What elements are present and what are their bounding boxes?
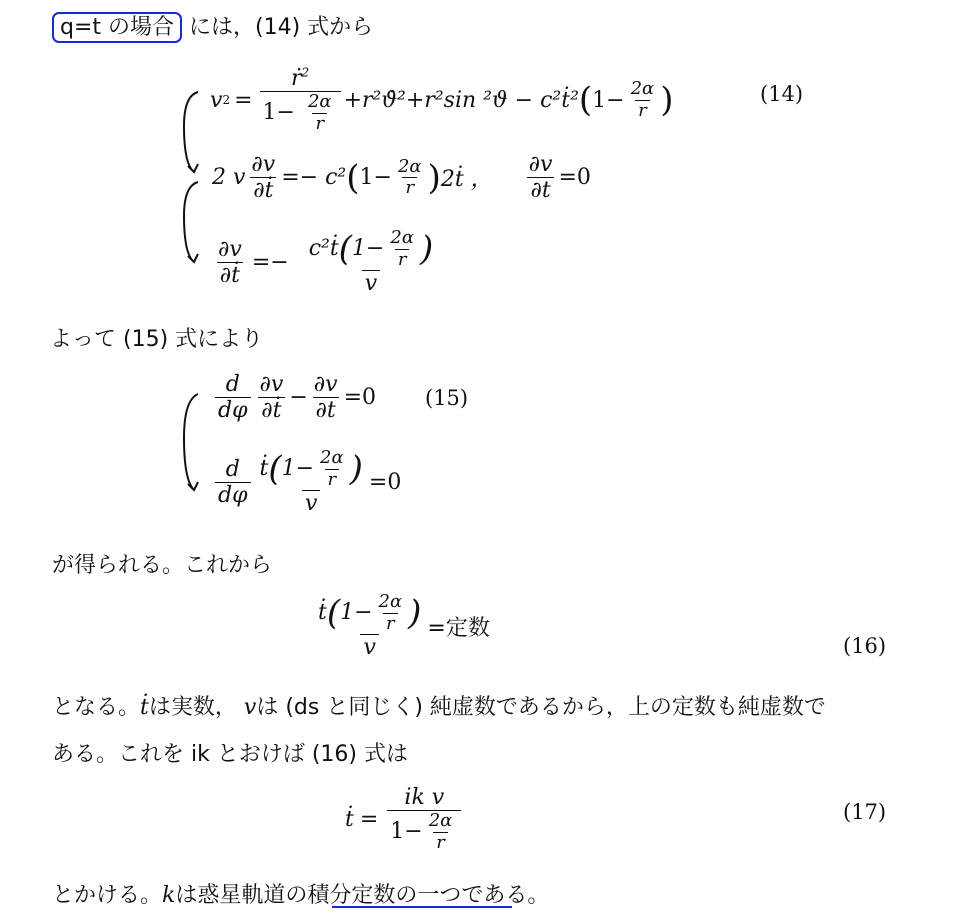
equation-number-16: (16) [843,634,887,658]
equation-16: ṫ(1− $\frac{2\alpha}{r}$ ) v =定数 [318,591,490,661]
equation-number-15: (15) [425,386,469,410]
final-line: とかける。kは惑星軌道の積分定数の一つである。 [52,883,550,908]
equation-15b: $\frac{d}{d\varphi}$ ṫ(1− $\frac{2\alpha}{r}$ ) v =0 [212,448,401,517]
equation-14: v 2 = ṙ$^2$ 1− $\frac{2\alpha}{r}$ +r²ϑ̇²+r²sin ²ϑ − c²ṫ² ( 1− $\frac{2\alpha}{r}$ ) [210,65,674,134]
equation-number-17: (17) [843,800,887,824]
equation-15: $\frac{d}{d\varphi}$ $\frac{\partial v}{\text{∂ṫ}}$ − $\frac{\partial v}{\partial t}$ =0 [212,372,376,424]
underline-integration-constant [332,906,512,908]
equation-dv-dtdot: $\frac{\partial v}{\text{∂ṫ}}$ =− c²ṫ(1− $\frac{2\alpha}{r}$ ) v [218,227,434,297]
text-yotte: よって (15) 式により [50,327,264,352]
fraction-rdot2: ṙ$^2$ 1− $\frac{2\alpha}{r}$ [260,66,341,135]
text-gaerareru: が得られる。これから [52,553,273,578]
paragraph-line-1: となる。ṫは実数， vは (ds と同じく) 純虚数であるから，上の定数も純虚数で [52,695,826,720]
intro-text: には，(14) 式から [189,15,374,40]
highlight-box-q-equals-t: q=t の場合 [52,12,182,43]
equation-partial-t: 2 v $\frac{\partial v}{\text{∂ṫ}}$ =− c² ( 1− $\frac{2\alpha}{r}$ ) 2ṫ ， $\frac{\partial v}{\partial t}$ =0 [212,152,591,204]
equation-number-14: (14) [760,82,804,106]
left-brace-arrows-14 [176,86,206,276]
equation-17: ṫ = ik v 1− $\frac{2\alpha}{r}$ [345,785,464,854]
intro-line [52,10,373,41]
paragraph-line-2: ある。これを ik とおけば (16) 式は [52,742,408,767]
left-brace-arrow-15 [176,388,206,498]
